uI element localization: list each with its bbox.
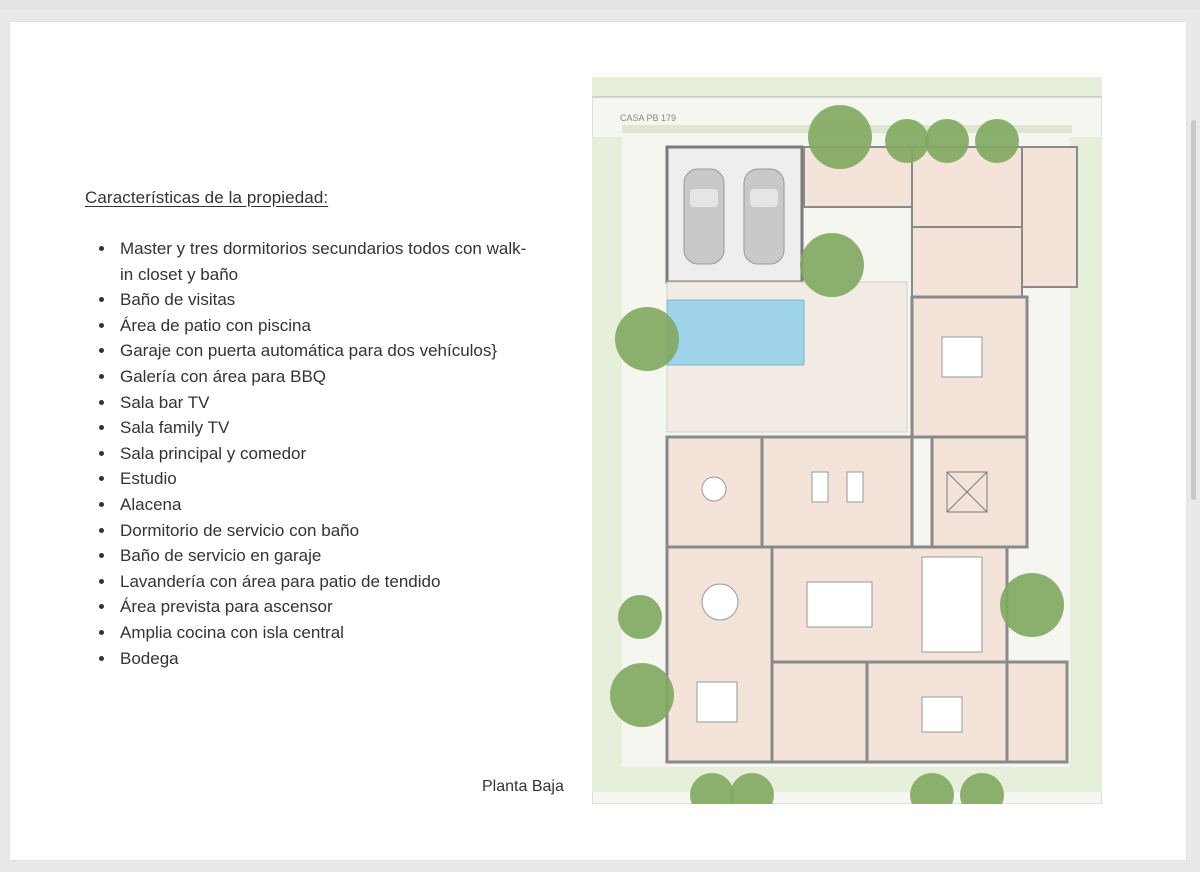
guest-bath bbox=[772, 662, 867, 762]
tree-icon bbox=[1000, 573, 1064, 637]
feature-item: • Galería con área para BBQ bbox=[116, 364, 536, 390]
floor-plan bbox=[592, 77, 1102, 804]
document-page bbox=[10, 22, 1186, 860]
family-tv-room bbox=[667, 547, 772, 762]
car-icon bbox=[744, 169, 784, 264]
feature-item: • Alacena bbox=[116, 492, 536, 518]
tree-icon bbox=[800, 233, 864, 297]
feature-item: • Área prevista para ascensor bbox=[116, 594, 536, 620]
dining-table bbox=[922, 557, 982, 652]
kitchen-island bbox=[942, 337, 982, 377]
car-window-icon bbox=[690, 189, 718, 207]
car-window-icon bbox=[750, 189, 778, 207]
car-icon bbox=[684, 169, 724, 264]
sofa-icon bbox=[697, 682, 737, 722]
feature-item: • Garaje con puerta automática para dos vehículos} bbox=[116, 338, 536, 364]
features-title: Características de la propiedad: bbox=[85, 188, 329, 207]
bar-tv-room bbox=[762, 437, 912, 547]
storage-room bbox=[1022, 147, 1077, 287]
tree-icon bbox=[618, 595, 662, 639]
feature-item: • Amplia cocina con isla central bbox=[116, 620, 536, 646]
tree-icon bbox=[615, 307, 679, 371]
features-list bbox=[98, 236, 536, 671]
service-bedroom bbox=[1007, 662, 1067, 762]
feature-item: • Master y tres dormitorios secundarios todos con walk-in closet y baño bbox=[116, 236, 536, 287]
feature-item: • Área de patio con piscina bbox=[116, 313, 536, 339]
rear-lawn bbox=[592, 767, 1102, 792]
tree-icon bbox=[808, 105, 872, 169]
feature-item: • Baño de servicio en garaje bbox=[116, 543, 536, 569]
tree-icon bbox=[925, 119, 969, 163]
table-icon bbox=[702, 584, 738, 620]
feature-item: • Bodega bbox=[116, 646, 536, 672]
table-icon bbox=[702, 477, 726, 501]
feature-item: • Sala principal y comedor bbox=[116, 441, 536, 467]
top-bar bbox=[0, 0, 1200, 10]
sofa-icon bbox=[847, 472, 863, 502]
feature-item: • Dormitorio de servicio con baño bbox=[116, 518, 536, 544]
tree-icon bbox=[610, 663, 674, 727]
feature-item: • Sala bar TV bbox=[116, 390, 536, 416]
front-lawn bbox=[592, 77, 1102, 97]
feature-item: • Baño de visitas bbox=[116, 287, 536, 313]
sofa-icon bbox=[812, 472, 828, 502]
pantry bbox=[912, 227, 1022, 297]
plan-caption: Planta Baja bbox=[482, 778, 564, 795]
scrollbar[interactable] bbox=[1191, 120, 1196, 500]
sofa-icon bbox=[807, 582, 872, 627]
tree-icon bbox=[885, 119, 929, 163]
feature-item: • Lavandería con área para patio de tendido bbox=[116, 569, 536, 595]
floor-plan-drawing bbox=[592, 77, 1102, 804]
feature-item: • Sala family TV bbox=[116, 415, 536, 441]
feature-item: • Estudio bbox=[116, 466, 536, 492]
plan-label: CASA PB 179 bbox=[620, 113, 677, 123]
tree-icon bbox=[975, 119, 1019, 163]
desk-icon bbox=[922, 697, 962, 732]
pool bbox=[667, 300, 804, 365]
stair-hall bbox=[932, 437, 1027, 547]
